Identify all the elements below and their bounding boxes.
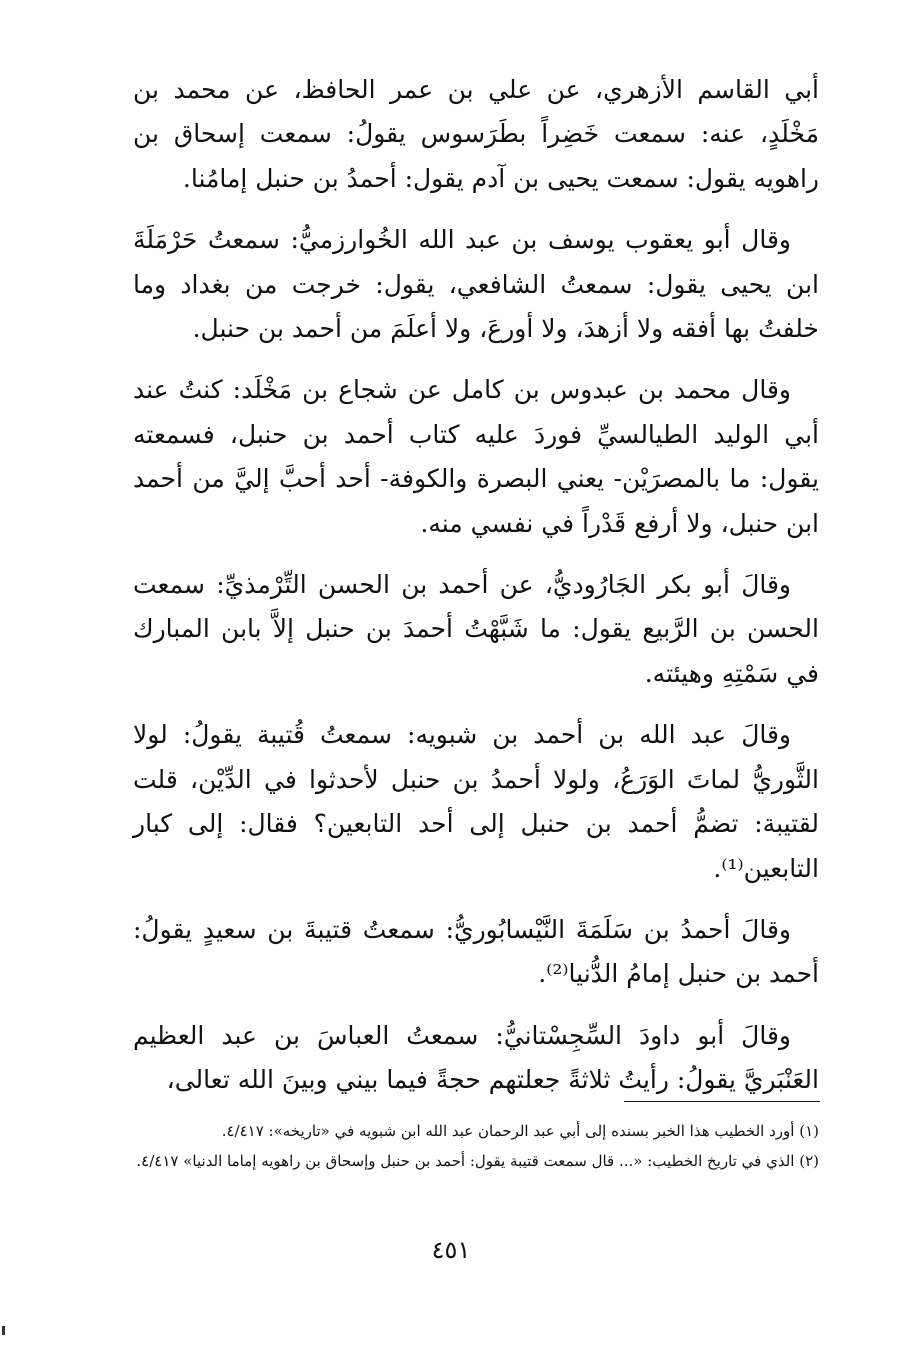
page-number: ٤٥١ [431,1236,471,1264]
main-text [133,68,819,1120]
paragraph: وقالَ عبد الله بن أحمد بن شبويه: سمعتُ قُتيبة يقولُ: لولا الثَّوريُّ لماتَ الوَرَعُ، ولولا أحمدُ بن حنبل لأحدثوا في الدِّيْن، قلت لقتيبة: تضمُّ أحمد بن حنبل إلى أحد التابعين؟ فقال: إلى كبار التابعين⁽¹⁾. [133,720,819,883]
footnote-divider [624,1101,820,1102]
scan-mark [2,1326,5,1335]
footnote: (١) أورد الخطيب هذا الخبر بسنده إلى أبي عبد الرحمان عبد الله ابن شبويه في «تاريخه»: ٤/٤١٧. [221,1122,819,1140]
paragraph: أبي القاسم الأزهري، عن علي بن عمر الحافظ، عن محمد بن مَخْلَدٍ، عنه: سمعت خَضِراً بطَرَسوس يقولُ: سمعت إسحاق بن راهويه يقول: سمعت يحيى بن آدم يقول: أحمدُ بن حنبل إمامُنا. [133,75,819,193]
paragraph: وقالَ أبو داودَ السِّجِسْتانيُّ: سمعتُ العباسَ بن عبد العظيم العَنْبَريَّ يقولُ: رأيتُ ثلاثةً جعلتهم حجةً فيما بيني وبينَ الله تعالى، [133,1020,819,1095]
footnote: (٢) الذي في تاريخ الخطيب: «... قال سمعت قتيبة يقول: أحمد بن حنبل وإسحاق بن راهويه إماما الدنيا» ٤/٤١٧. [136,1152,819,1170]
paragraph: وقالَ أبو بكر الجَارُوديُّ، عن أحمد بن الحسن التِّرْمذيِّ: سمعت الحسن بن الرَّبيع يقول: ما شَبَّهْتُ أحمدَ بن حنبل إلاَّ بابن المبارك في سَمْتِهِ وهيئته. [133,570,819,688]
paragraph: وقال أبو يعقوب يوسف بن عبد الله الخُوارزميُّ: سمعتُ حَرْمَلَةَ ابن يحيى يقول: سمعتُ الشافعي، يقول: خرجت من بغداد وما خلفتُ بها أفقه ولا أزهدَ، ولا أورعَ، ولا أعلَمَ من أحمد بن حنبل. [133,225,819,344]
footnotes [133,1116,819,1176]
paragraph: وقال محمد بن عبدوس بن كامل عن شجاع بن مَخْلَد: كنتُ عند أبي الوليد الطيالسيِّ فوردَ عليه كتاب أحمد بن حنبل، فسمعته يقول: ما بالمصرَيْن- يعني البصرة والكوفة- أحد أحبَّ إليَّ من أحمد ابن حنبل، ولا أرفع قَدْراً في نفسي منه. [133,375,819,538]
paragraph: وقالَ أحمدُ بن سَلَمَةَ النَّيْسابُوريُّ: سمعتُ قتيبةَ بن سعيدٍ يقولُ: أحمد بن حنبل إمامُ الدُّنيا⁽²⁾. [133,914,819,989]
